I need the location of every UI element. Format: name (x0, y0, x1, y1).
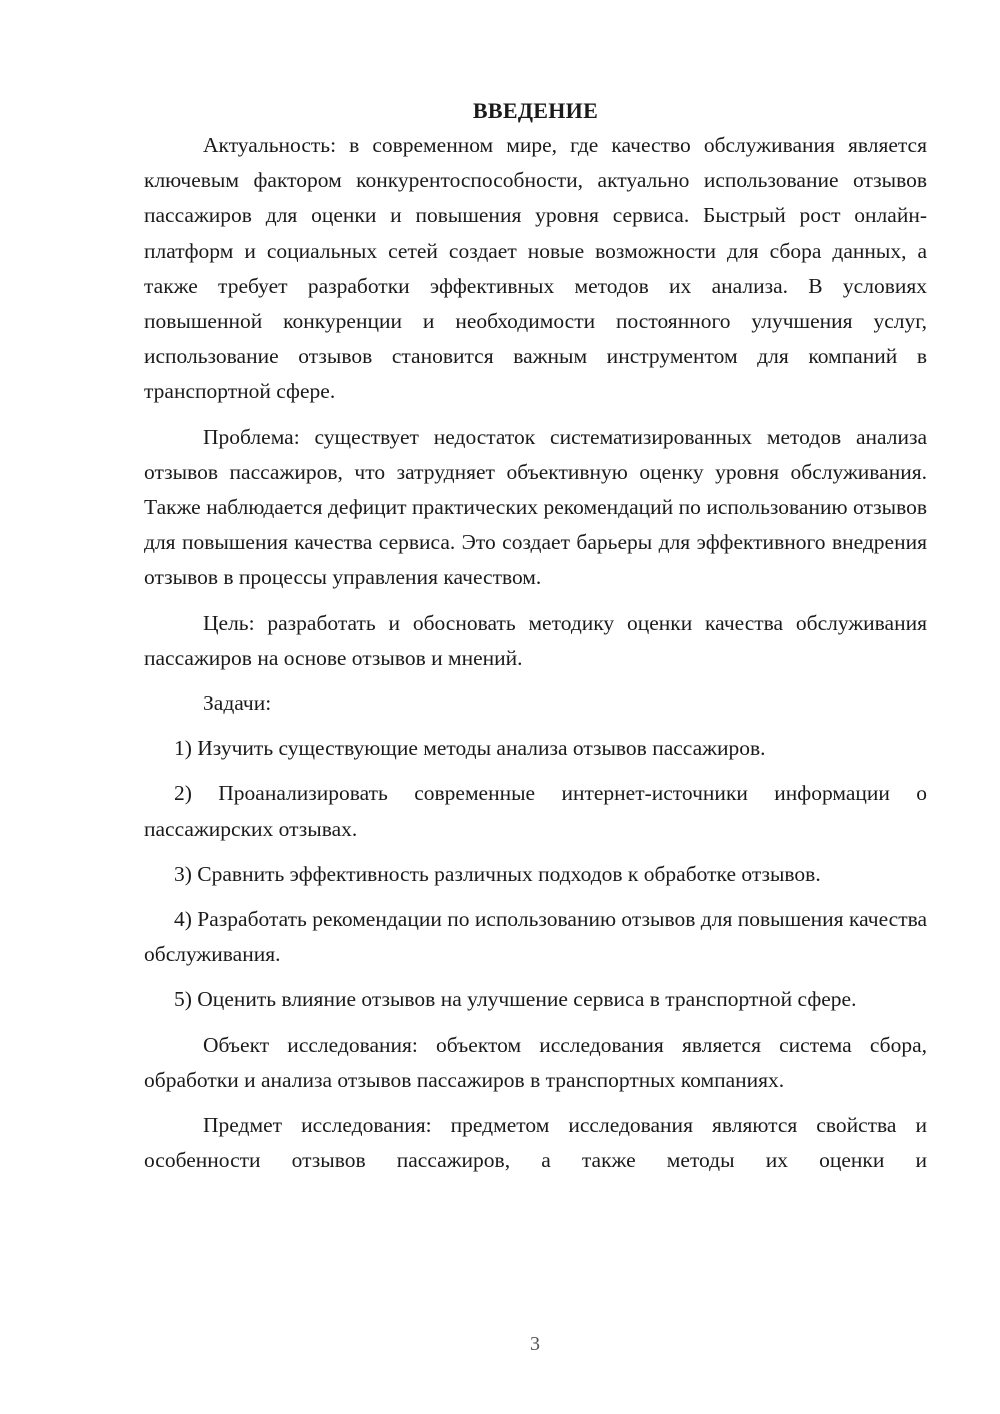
task-item: 4) Разработать рекомендации по использованию отзывов для повышения качества обслуживания. (144, 907, 927, 967)
page-number: 3 (530, 1333, 540, 1355)
document-page (144, 93, 927, 1188)
paragraph-problem: Проблема: существует недостаток систематизированных методов анализа отзывов пассажиров, что затрудняет объективную оценку уровня обслуживания. Также наблюдается дефицит практических рекомендаций по использованию отзывов для повышения качества сервиса. Это создает барьеры для эффективного внедрения отзывов в процессы управления качеством. (144, 424, 927, 590)
paragraph-object: Объект исследования: объектом исследования является система сбора, обработки и анализа отзывов пассажиров в транспортных компаниях. (144, 1032, 927, 1092)
paragraph-tasks-heading: Задачи: (203, 691, 272, 716)
task-item: 1) Изучить существующие методы анализа отзывов пассажиров. (174, 736, 766, 761)
paragraph-goal: Цель: разработать и обосновать методику оценки качества обслуживания пассажиров на основе отзывов и мнений. (144, 610, 927, 670)
paragraph-relevance: Актуальность: в современном мире, где качество обслуживания является ключевым фактором конкурентоспособности, актуально использование отзывов пассажиров для оценки и повышения уровня сервиса. Быстрый рост онлайн-платформ и социальных сетей создает новые возможности для сбора данных, а также требует разработки эффективных методов их анализа. В условиях повышенной конкуренции и необходимости постоянного улучшения услуг, использование отзывов становится важным инструментом для компаний в транспортной сфере. (144, 133, 927, 404)
page-title: ВВЕДЕНИЕ (472, 98, 599, 123)
task-item: 5) Оценить влияние отзывов на улучшение сервиса в транспортной сфере. (174, 987, 857, 1012)
paragraph-subject: Предмет исследования: предметом исследования являются свойства и особенности отзывов пассажиров, а также методы их оценки и (144, 1113, 927, 1173)
task-item: 3) Сравнить эффективность различных подходов к обработке отзывов. (174, 861, 821, 886)
task-item: 2) Проанализировать современные интернет-источники информации о пассажирских отзывах. (144, 781, 927, 841)
